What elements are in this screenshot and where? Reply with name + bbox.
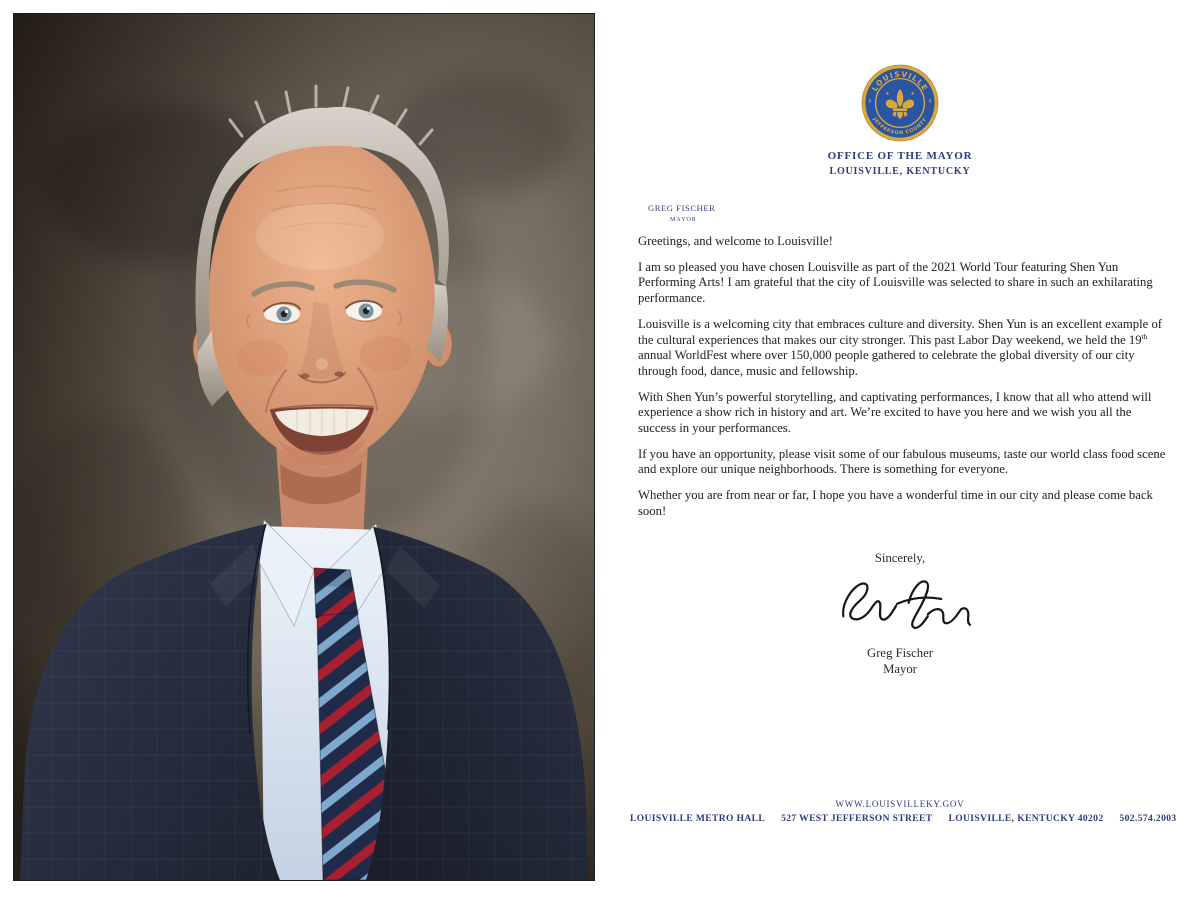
louisville-kentucky-heading: LOUISVILLE, KENTUCKY: [829, 166, 971, 177]
louisville-city-seal: [861, 64, 939, 142]
footer-address: [630, 814, 1177, 824]
letter-paragraph: With Shen Yun’s powerful storytelling, and captivating performances, I know that all who attend will experience a show rich in history and art. We’re excited to have you here and we wish you all the success in your performances.: [638, 389, 1152, 436]
seal-top-text: LOUISVILLE: [870, 69, 930, 93]
letter-paragraph: I am so pleased you have chosen Louisville as part of the 2021 World Tour featuring Shen Yun Performing Arts! I am grateful that the city of Louisville was selected to share in such an exhilarating performance.: [638, 259, 1153, 306]
footer-address-part: LOUISVILLE METRO HALL: [630, 814, 766, 824]
sender-title: MAYOR: [670, 217, 697, 223]
closing-sincerely: Sincerely,: [874, 551, 926, 565]
signature-name: Greg Fischer: [867, 646, 933, 660]
seal-star-right-icon: ★: [910, 91, 915, 98]
seal-star-left-icon: ★: [885, 91, 890, 98]
signature-title: Mayor: [883, 662, 917, 676]
portrait-illustration: [14, 14, 594, 880]
footer-website: WWW.LOUISVILLEKY.GOV: [835, 799, 965, 809]
letter-body: [638, 234, 1168, 530]
footer-address-part: LOUISVILLE, KENTUCKY 40202: [948, 814, 1104, 824]
letter-paragraph: Whether you are from near or far, I hope you have a wonderful time in our city and please come back soon!: [638, 488, 1153, 518]
letter-paragraph: Louisville is a welcoming city that embraces culture and diversity. Shen Yun is an excellent example of the cultural experiences that makes our city stronger. This past Labor Day weekend, we held the 19th annual WorldFest where over 150,000 people gathered to celebrate the global diversity of our city through food, dance, music and fellowship.: [638, 316, 1163, 378]
office-of-the-mayor-heading: OFFICE OF THE MAYOR: [827, 150, 973, 162]
mayor-portrait-photo: [13, 13, 595, 881]
letter-paragraph: If you have an opportunity, please visit some of our fabulous museums, taste our world class food scene and explore our unique neighborhoods. There is something for everyone.: [638, 446, 1166, 477]
seal-bottom-text: JEFFERSON COUNTY: [871, 116, 929, 137]
mayor-letter: [630, 0, 1177, 900]
sender-name: GREG FISCHER: [648, 203, 716, 213]
footer-address-part: 527 WEST JEFFERSON STREET: [781, 814, 933, 824]
footer-address-part: 502.574.2003: [1119, 814, 1177, 824]
letter-paragraph: Greetings, and welcome to Louisville!: [638, 234, 833, 248]
handwritten-signature: [828, 574, 972, 638]
